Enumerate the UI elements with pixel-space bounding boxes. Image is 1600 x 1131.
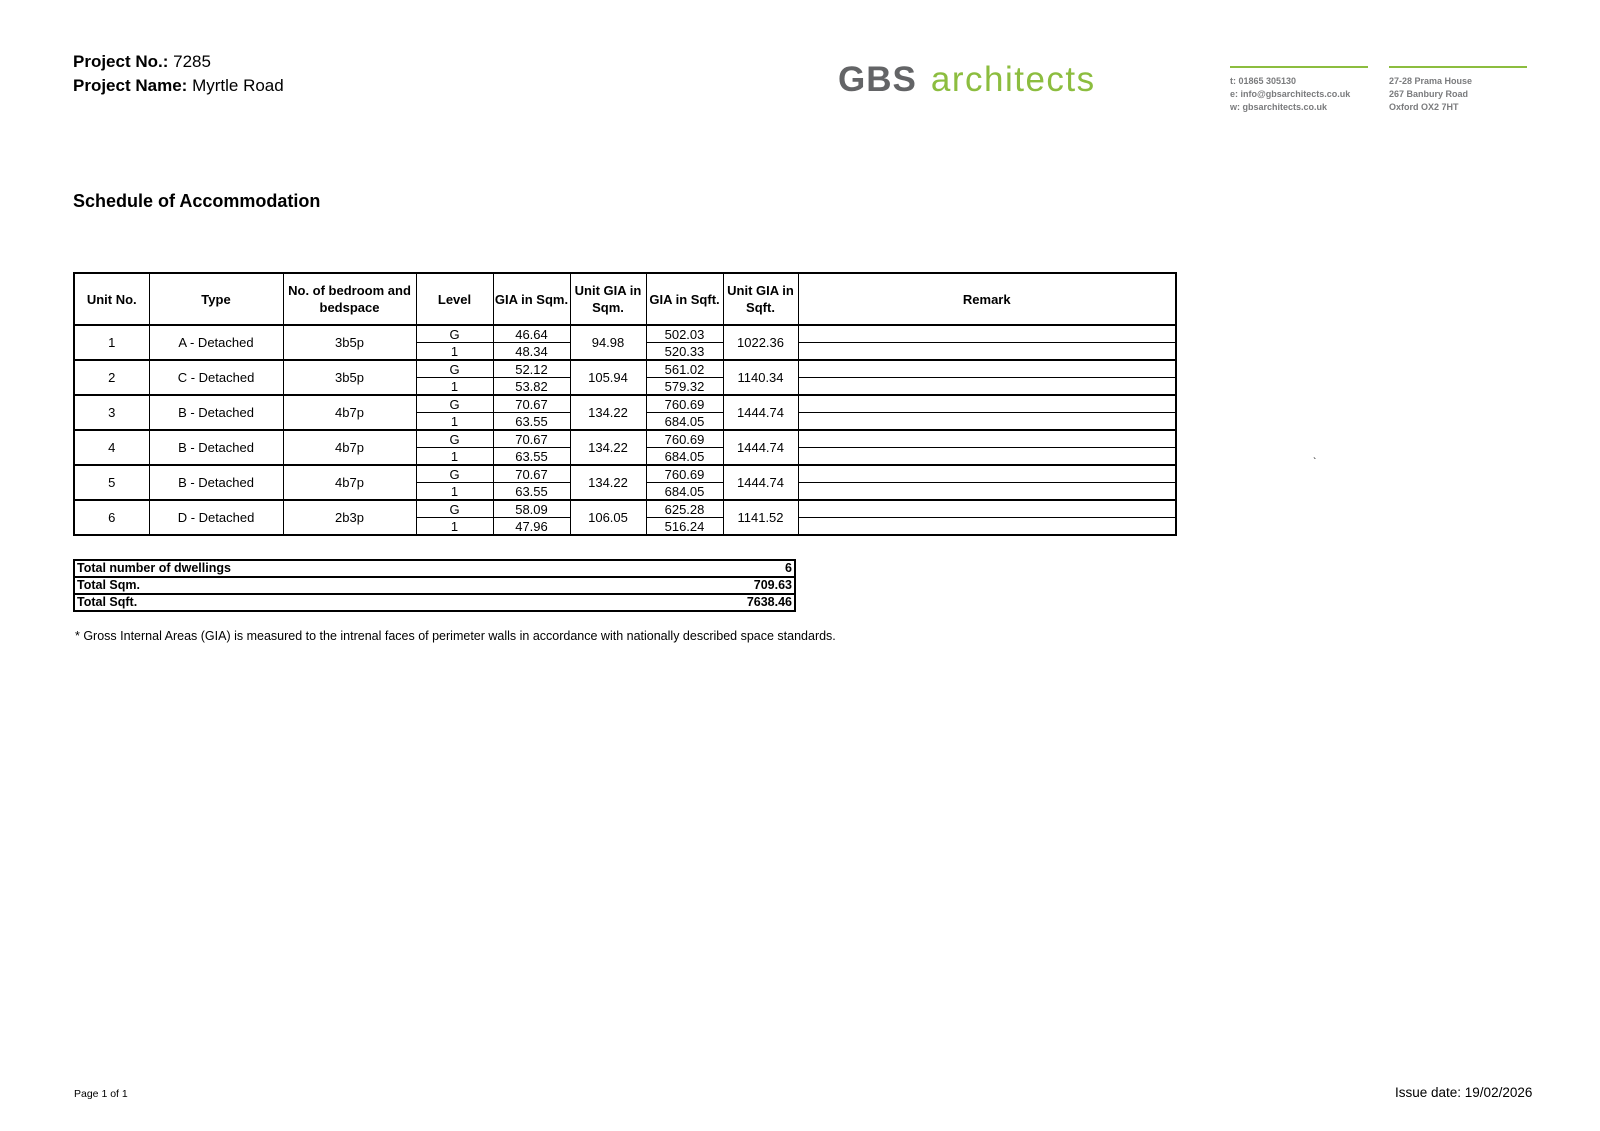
unit-type: C - Detached [149, 360, 283, 395]
gia-sqft: 502.03 [646, 325, 723, 343]
unit-gia-sqft: 1444.74 [723, 395, 798, 430]
column-header: No. of bedroom and bedspace [283, 273, 416, 325]
gia-sqft: 760.69 [646, 430, 723, 448]
unit-gia-sqft: 1141.52 [723, 500, 798, 535]
table-header-row [74, 273, 1176, 325]
logo-primary: GBS [838, 60, 917, 99]
column-header: GIA in Sqft. [646, 273, 723, 325]
contact-web: w: gbsarchitects.co.uk [1230, 102, 1328, 112]
unit-gia-sqft: 1022.36 [723, 325, 798, 360]
column-header: Level [416, 273, 493, 325]
issue-date: Issue date: 19/02/2026 [1395, 1085, 1533, 1100]
unit-no: 1 [74, 325, 149, 360]
unit-type: D - Detached [149, 500, 283, 535]
gia-sqm: 52.12 [493, 360, 570, 378]
unit-bedspace: 4b7p [283, 430, 416, 465]
contact-block [1230, 66, 1368, 114]
address-line-2: 267 Banbury Road [1389, 89, 1469, 99]
stray-mark: ` [1313, 457, 1317, 468]
page-number: Page 1 of 1 [74, 1088, 128, 1100]
level: G [416, 465, 493, 483]
total-row [74, 560, 795, 577]
remark [798, 518, 1176, 536]
gia-sqm: 63.55 [493, 483, 570, 501]
remark [798, 465, 1176, 483]
total-label: Total number of dwellings [74, 560, 622, 577]
gia-sqm: 63.55 [493, 448, 570, 466]
unit-gia-sqm: 106.05 [570, 500, 646, 535]
project-number: Project No.: 7285 [73, 52, 211, 71]
total-label: Total Sqft. [74, 594, 622, 611]
gia-sqft: 760.69 [646, 395, 723, 413]
gia-sqft: 516.24 [646, 518, 723, 536]
unit-no: 4 [74, 430, 149, 465]
gia-sqft: 579.32 [646, 378, 723, 396]
table-row [74, 430, 1176, 448]
column-header: Remark [798, 273, 1176, 325]
contact-rule [1230, 66, 1368, 68]
unit-type: B - Detached [149, 465, 283, 500]
remark [798, 430, 1176, 448]
unit-bedspace: 4b7p [283, 395, 416, 430]
unit-bedspace: 2b3p [283, 500, 416, 535]
contact-phone: t: 01865 305130 [1230, 76, 1297, 86]
schedule-table [73, 272, 1177, 536]
gia-sqft: 760.69 [646, 465, 723, 483]
gia-sqm: 47.96 [493, 518, 570, 536]
unit-no: 2 [74, 360, 149, 395]
remark [798, 483, 1176, 501]
table-row [74, 325, 1176, 343]
unit-type: A - Detached [149, 325, 283, 360]
gia-footnote: * Gross Internal Areas (GIA) is measured to the intrenal faces of perimeter walls in accordance with nationally described space standards. [75, 629, 836, 643]
remark [798, 343, 1176, 361]
remark [798, 413, 1176, 431]
column-header: GIA in Sqm. [493, 273, 570, 325]
logo-secondary: architects [930, 60, 1096, 99]
level: 1 [416, 413, 493, 431]
unit-no: 3 [74, 395, 149, 430]
gia-sqft: 561.02 [646, 360, 723, 378]
total-value: 6 [622, 560, 795, 577]
table-row [74, 360, 1176, 378]
column-header: Unit GIA in Sqft. [723, 273, 798, 325]
unit-no: 6 [74, 500, 149, 535]
unit-no: 5 [74, 465, 149, 500]
total-label: Total Sqm. [74, 577, 622, 594]
unit-gia-sqft: 1444.74 [723, 430, 798, 465]
table-row [74, 500, 1176, 518]
unit-gia-sqm: 94.98 [570, 325, 646, 360]
column-header: Unit No. [74, 273, 149, 325]
unit-gia-sqm: 134.22 [570, 395, 646, 430]
unit-gia-sqft: 1444.74 [723, 465, 798, 500]
level: 1 [416, 483, 493, 501]
gia-sqft: 684.05 [646, 483, 723, 501]
gia-sqm: 70.67 [493, 395, 570, 413]
gia-sqft: 625.28 [646, 500, 723, 518]
level: 1 [416, 448, 493, 466]
address-line-1: 27-28 Prama House [1389, 76, 1473, 86]
gia-sqm: 53.82 [493, 378, 570, 396]
remark [798, 378, 1176, 396]
unit-bedspace: 4b7p [283, 465, 416, 500]
level: 1 [416, 518, 493, 536]
unit-bedspace: 3b5p [283, 360, 416, 395]
total-value: 7638.46 [622, 594, 795, 611]
remark [798, 395, 1176, 413]
remark [798, 500, 1176, 518]
gia-sqm: 46.64 [493, 325, 570, 343]
level: G [416, 360, 493, 378]
address-block [1389, 66, 1527, 114]
address-rule [1389, 66, 1527, 68]
company-logo [838, 60, 1096, 100]
gia-sqm: 70.67 [493, 430, 570, 448]
total-row [74, 577, 795, 594]
level: G [416, 325, 493, 343]
level: G [416, 395, 493, 413]
unit-gia-sqm: 134.22 [570, 430, 646, 465]
column-header: Type [149, 273, 283, 325]
gia-sqm: 70.67 [493, 465, 570, 483]
level: 1 [416, 343, 493, 361]
unit-gia-sqft: 1140.34 [723, 360, 798, 395]
remark [798, 325, 1176, 343]
gia-sqft: 520.33 [646, 343, 723, 361]
gia-sqm: 63.55 [493, 413, 570, 431]
unit-gia-sqm: 134.22 [570, 465, 646, 500]
totals-table [73, 559, 796, 612]
address-line-3: Oxford OX2 7HT [1389, 102, 1459, 112]
unit-gia-sqm: 105.94 [570, 360, 646, 395]
unit-type: B - Detached [149, 430, 283, 465]
gia-sqft: 684.05 [646, 413, 723, 431]
level: G [416, 500, 493, 518]
level: 1 [416, 378, 493, 396]
unit-type: B - Detached [149, 395, 283, 430]
level: G [416, 430, 493, 448]
project-info [73, 50, 284, 98]
gia-sqft: 684.05 [646, 448, 723, 466]
page-title: Schedule of Accommodation [73, 191, 321, 211]
gia-sqm: 48.34 [493, 343, 570, 361]
remark [798, 360, 1176, 378]
table-row [74, 465, 1176, 483]
contact-email: e: info@gbsarchitects.co.uk [1230, 89, 1351, 99]
unit-bedspace: 3b5p [283, 325, 416, 360]
remark [798, 448, 1176, 466]
column-header: Unit GIA in Sqm. [570, 273, 646, 325]
total-value: 709.63 [622, 577, 795, 594]
project-name: Project Name: Myrtle Road [73, 76, 284, 95]
table-row [74, 395, 1176, 413]
gia-sqm: 58.09 [493, 500, 570, 518]
total-row [74, 594, 795, 611]
